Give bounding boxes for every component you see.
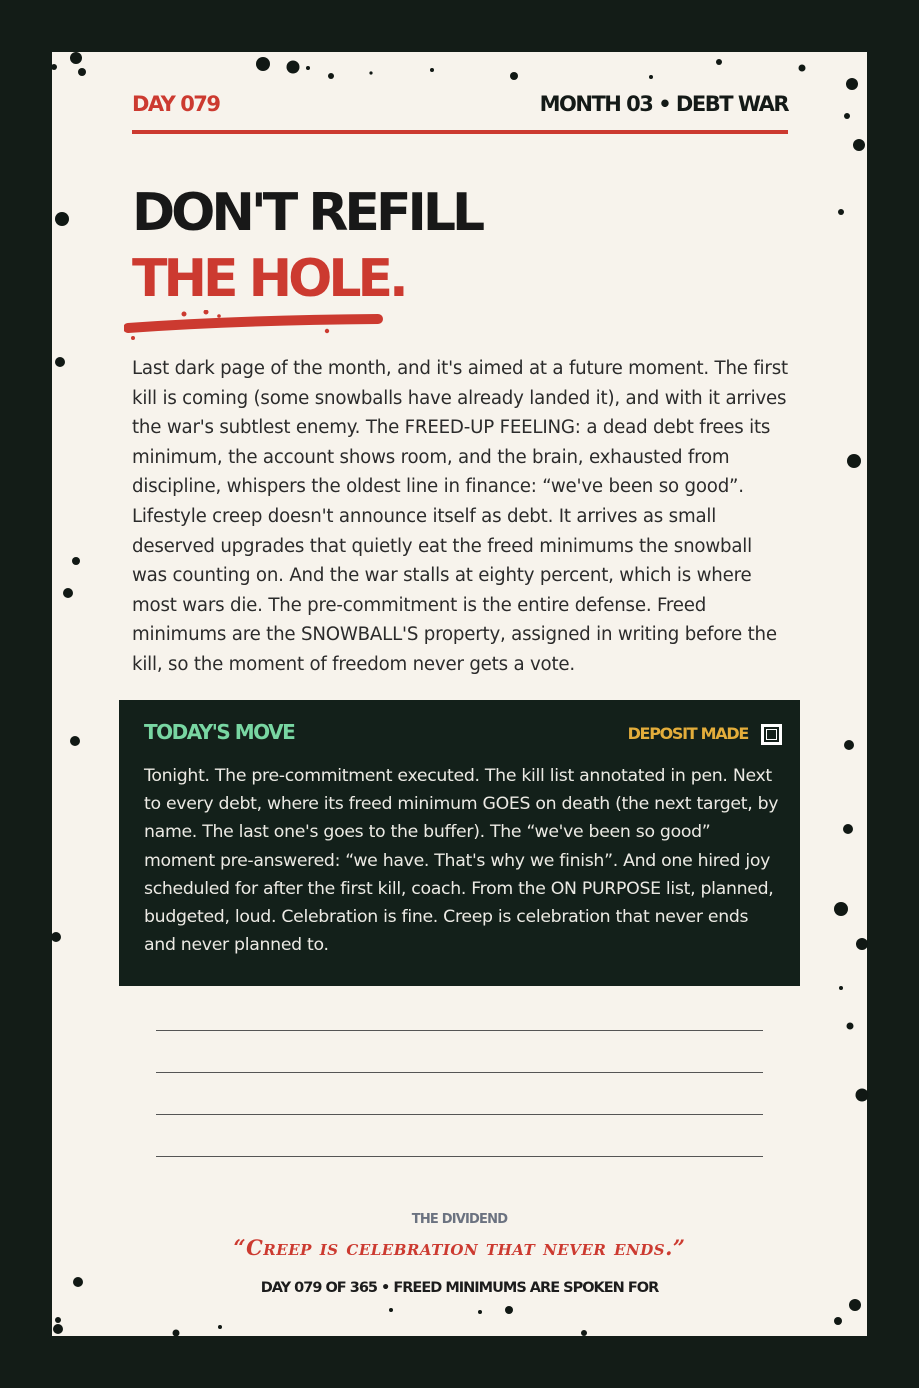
todays-move-text: Tonight. The pre-commitment executed. The kill list annotated in pen. Next to every debt, where its freed minimum GOES on death (the next target, by name. The last one's goes to the buffer). The “we've been so good” moment pre-answered: “we have. That's why we finish”. And one hired joy scheduled for after the first kill, coach. From the ON PURPOSE list, planned, budgeted, loud. Celebration is fine. Creep is celebration that never ends and never planned to. [144,766,779,956]
writing-line[interactable] [156,1072,763,1073]
page-title [132,180,481,312]
page-header [132,90,788,134]
todays-move-panel [119,700,800,986]
intro-paragraph: Last dark page of the month, and it's aimed at a future moment. The first kill is coming (some snowballs have already landed it), and with it arrives the war's subtlest enemy. The FREED-UP FEELING: a dead debt frees its minimum, the account shows room, and the brain, exhausted from discipline, whispers the oldest line in finance: “we've been so good”. Lifestyle creep doesn't announce itself as debt. It arrives as small deserved upgrades that quietly eat the freed minimums the snowball was counting on. And the war stalls at eighty percent, which is where most wars die. The pre-commitment is the entire defense. Freed minimums are the SNOWBALL'S property, assigned in writing before the kill, so the moment of freedom never gets a vote. [132,358,788,675]
month-label: MONTH 03 • DEBT WAR [539,92,788,116]
brush-underline [124,310,384,340]
day-label: DAY 079 [132,92,220,116]
page-footer [52,1212,867,1296]
writing-line[interactable] [156,1114,763,1115]
deposit-made-label: DEPOSIT MADE [627,724,748,743]
title-line-1: DON'T REFILL [132,183,482,243]
journal-page [52,52,867,1336]
footer-quote: “Creep is celebration that never ends.” [233,1235,686,1260]
footer-tag: DAY 079 OF 365 • FREED MINIMUMS ARE SPOKEN FOR [260,1280,659,1296]
writing-line[interactable] [156,1156,763,1157]
deposit-made-checkbox[interactable] [761,724,782,745]
writing-line[interactable] [156,1030,763,1031]
footer-source: THE DIVIDEND [411,1212,508,1227]
todays-move-label: TODAY'S MOVE [144,720,295,744]
writing-lines[interactable] [156,1030,763,1198]
title-line-2: THE HOLE. [132,249,405,309]
